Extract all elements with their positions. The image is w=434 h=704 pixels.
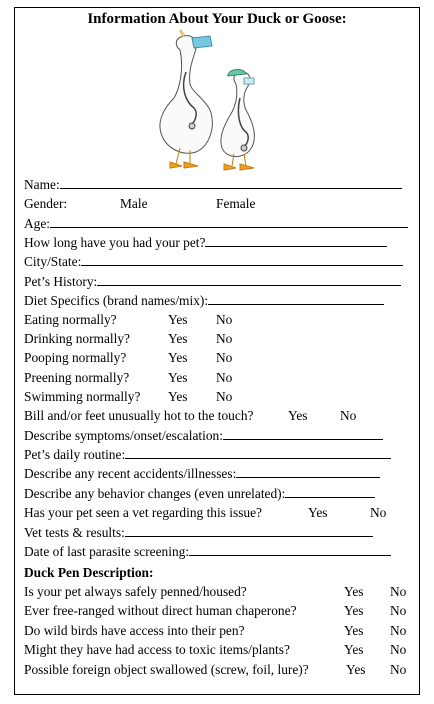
eating-no-option[interactable]: No <box>216 312 233 327</box>
behavior-label: Describe any behavior changes (even unrelated): <box>24 486 286 501</box>
age-line[interactable] <box>50 215 408 228</box>
duck-mask-icon <box>244 78 254 84</box>
parasite-row <box>24 542 414 561</box>
pen-q4-row <box>24 640 414 659</box>
name-row <box>24 175 414 194</box>
symptoms-line[interactable] <box>223 427 383 440</box>
pen-q1-no-option[interactable]: No <box>390 584 407 599</box>
swimming-row <box>24 387 414 406</box>
age-row <box>24 214 414 233</box>
pen-q4-yes-option[interactable]: Yes <box>344 642 364 657</box>
pooping-yes-option[interactable]: Yes <box>168 350 188 365</box>
swimming-label: Swimming normally? <box>24 389 141 404</box>
preening-no-option[interactable]: No <box>216 370 233 385</box>
pen-q2-yes-option[interactable]: Yes <box>344 603 364 618</box>
hot-touch-no-option[interactable]: No <box>340 408 357 423</box>
drinking-no-option[interactable]: No <box>216 331 233 346</box>
hot-touch-yes-option[interactable]: Yes <box>288 408 308 423</box>
pen-q5-no-option[interactable]: No <box>390 662 407 677</box>
vet-tests-row <box>24 523 414 542</box>
vet-ducks-illustration <box>140 28 280 176</box>
diet-label: Diet Specifics (brand names/mix): <box>24 293 209 308</box>
drinking-label: Drinking normally? <box>24 331 130 346</box>
eating-row <box>24 310 414 329</box>
pen-q3-row <box>24 621 414 640</box>
hot-touch-row <box>24 406 414 425</box>
preening-row <box>24 368 414 387</box>
accidents-label: Describe any recent accidents/illnesses: <box>24 466 237 481</box>
pen-q3-yes-option[interactable]: Yes <box>344 623 364 638</box>
history-row <box>24 272 414 291</box>
vet-tests-label: Vet tests & results: <box>24 525 125 540</box>
vet-seen-row <box>24 503 414 522</box>
pen-q1-label: Is your pet always safely penned/housed? <box>24 584 247 599</box>
parasite-line[interactable] <box>189 543 391 556</box>
preening-yes-option[interactable]: Yes <box>168 370 188 385</box>
pen-q3-no-option[interactable]: No <box>390 623 407 638</box>
routine-line[interactable] <box>125 446 391 459</box>
vet-seen-no-option[interactable]: No <box>370 505 387 520</box>
form-title: Information About Your Duck or Goose: <box>87 11 347 27</box>
eating-label: Eating normally? <box>24 312 117 327</box>
pen-q3-label: Do wild birds have access into their pen? <box>24 623 245 638</box>
diet-row <box>24 291 414 310</box>
city-line[interactable] <box>81 253 403 266</box>
gender-label: Gender: <box>24 196 68 211</box>
swimming-no-option[interactable]: No <box>216 389 233 404</box>
drinking-yes-option[interactable]: Yes <box>168 331 188 346</box>
age-label: Age: <box>24 216 51 231</box>
name-line[interactable] <box>60 176 402 189</box>
preening-label: Preening normally? <box>24 370 130 385</box>
eating-yes-option[interactable]: Yes <box>168 312 188 327</box>
symptoms-row <box>24 426 414 445</box>
pen-q2-row <box>24 601 414 620</box>
vet-tests-line[interactable] <box>125 524 373 537</box>
swimming-yes-option[interactable]: Yes <box>168 389 188 404</box>
vet-seen-label: Has your pet seen a vet regarding this issue? <box>24 505 262 520</box>
history-line[interactable] <box>97 273 401 286</box>
diet-line[interactable] <box>208 292 384 305</box>
pooping-no-option[interactable]: No <box>216 350 233 365</box>
pen-q4-label: Might they have had access to toxic items/plants? <box>24 642 290 657</box>
drinking-row <box>24 329 414 348</box>
accidents-line[interactable] <box>236 465 380 478</box>
pen-heading: Duck Pen Description: <box>24 565 154 580</box>
gender-male-option[interactable]: Male <box>120 196 148 211</box>
pooping-label: Pooping normally? <box>24 350 127 365</box>
duck-illustration <box>221 72 254 170</box>
how-long-label: How long have you had your pet? <box>24 235 206 250</box>
pen-q5-label: Possible foreign object swallowed (screw, foil, lure)? <box>24 662 309 677</box>
accidents-row <box>24 464 414 483</box>
vet-seen-yes-option[interactable]: Yes <box>308 505 328 520</box>
pen-q5-yes-option[interactable]: Yes <box>346 662 366 677</box>
routine-row <box>24 445 414 464</box>
gender-row <box>24 194 414 213</box>
goose-illustration <box>160 36 212 168</box>
pen-q1-yes-option[interactable]: Yes <box>344 584 364 599</box>
city-row <box>24 252 414 271</box>
behavior-row <box>24 484 414 503</box>
city-label: City/State: <box>24 254 82 269</box>
behavior-line[interactable] <box>285 485 375 498</box>
pen-q2-no-option[interactable]: No <box>390 603 407 618</box>
pen-q4-no-option[interactable]: No <box>390 642 407 657</box>
gender-female-option[interactable]: Female <box>216 196 256 211</box>
history-label: Pet’s History: <box>24 274 98 289</box>
hot-touch-label: Bill and/or feet unusually hot to the touch? <box>24 408 254 423</box>
pen-q2-label: Ever free-ranged without direct human chaperone? <box>24 603 297 618</box>
pen-q1-row <box>24 582 414 601</box>
how-long-line[interactable] <box>205 234 387 247</box>
pooping-row <box>24 348 414 367</box>
goose-mask-icon <box>192 36 212 48</box>
symptoms-label: Describe symptoms/onset/escalation: <box>24 428 223 443</box>
pen-q5-row <box>24 660 414 679</box>
routine-label: Pet’s daily routine: <box>24 447 126 462</box>
how-long-row <box>24 233 414 252</box>
parasite-label: Date of last parasite screening: <box>24 544 190 559</box>
name-label: Name: <box>24 177 60 192</box>
